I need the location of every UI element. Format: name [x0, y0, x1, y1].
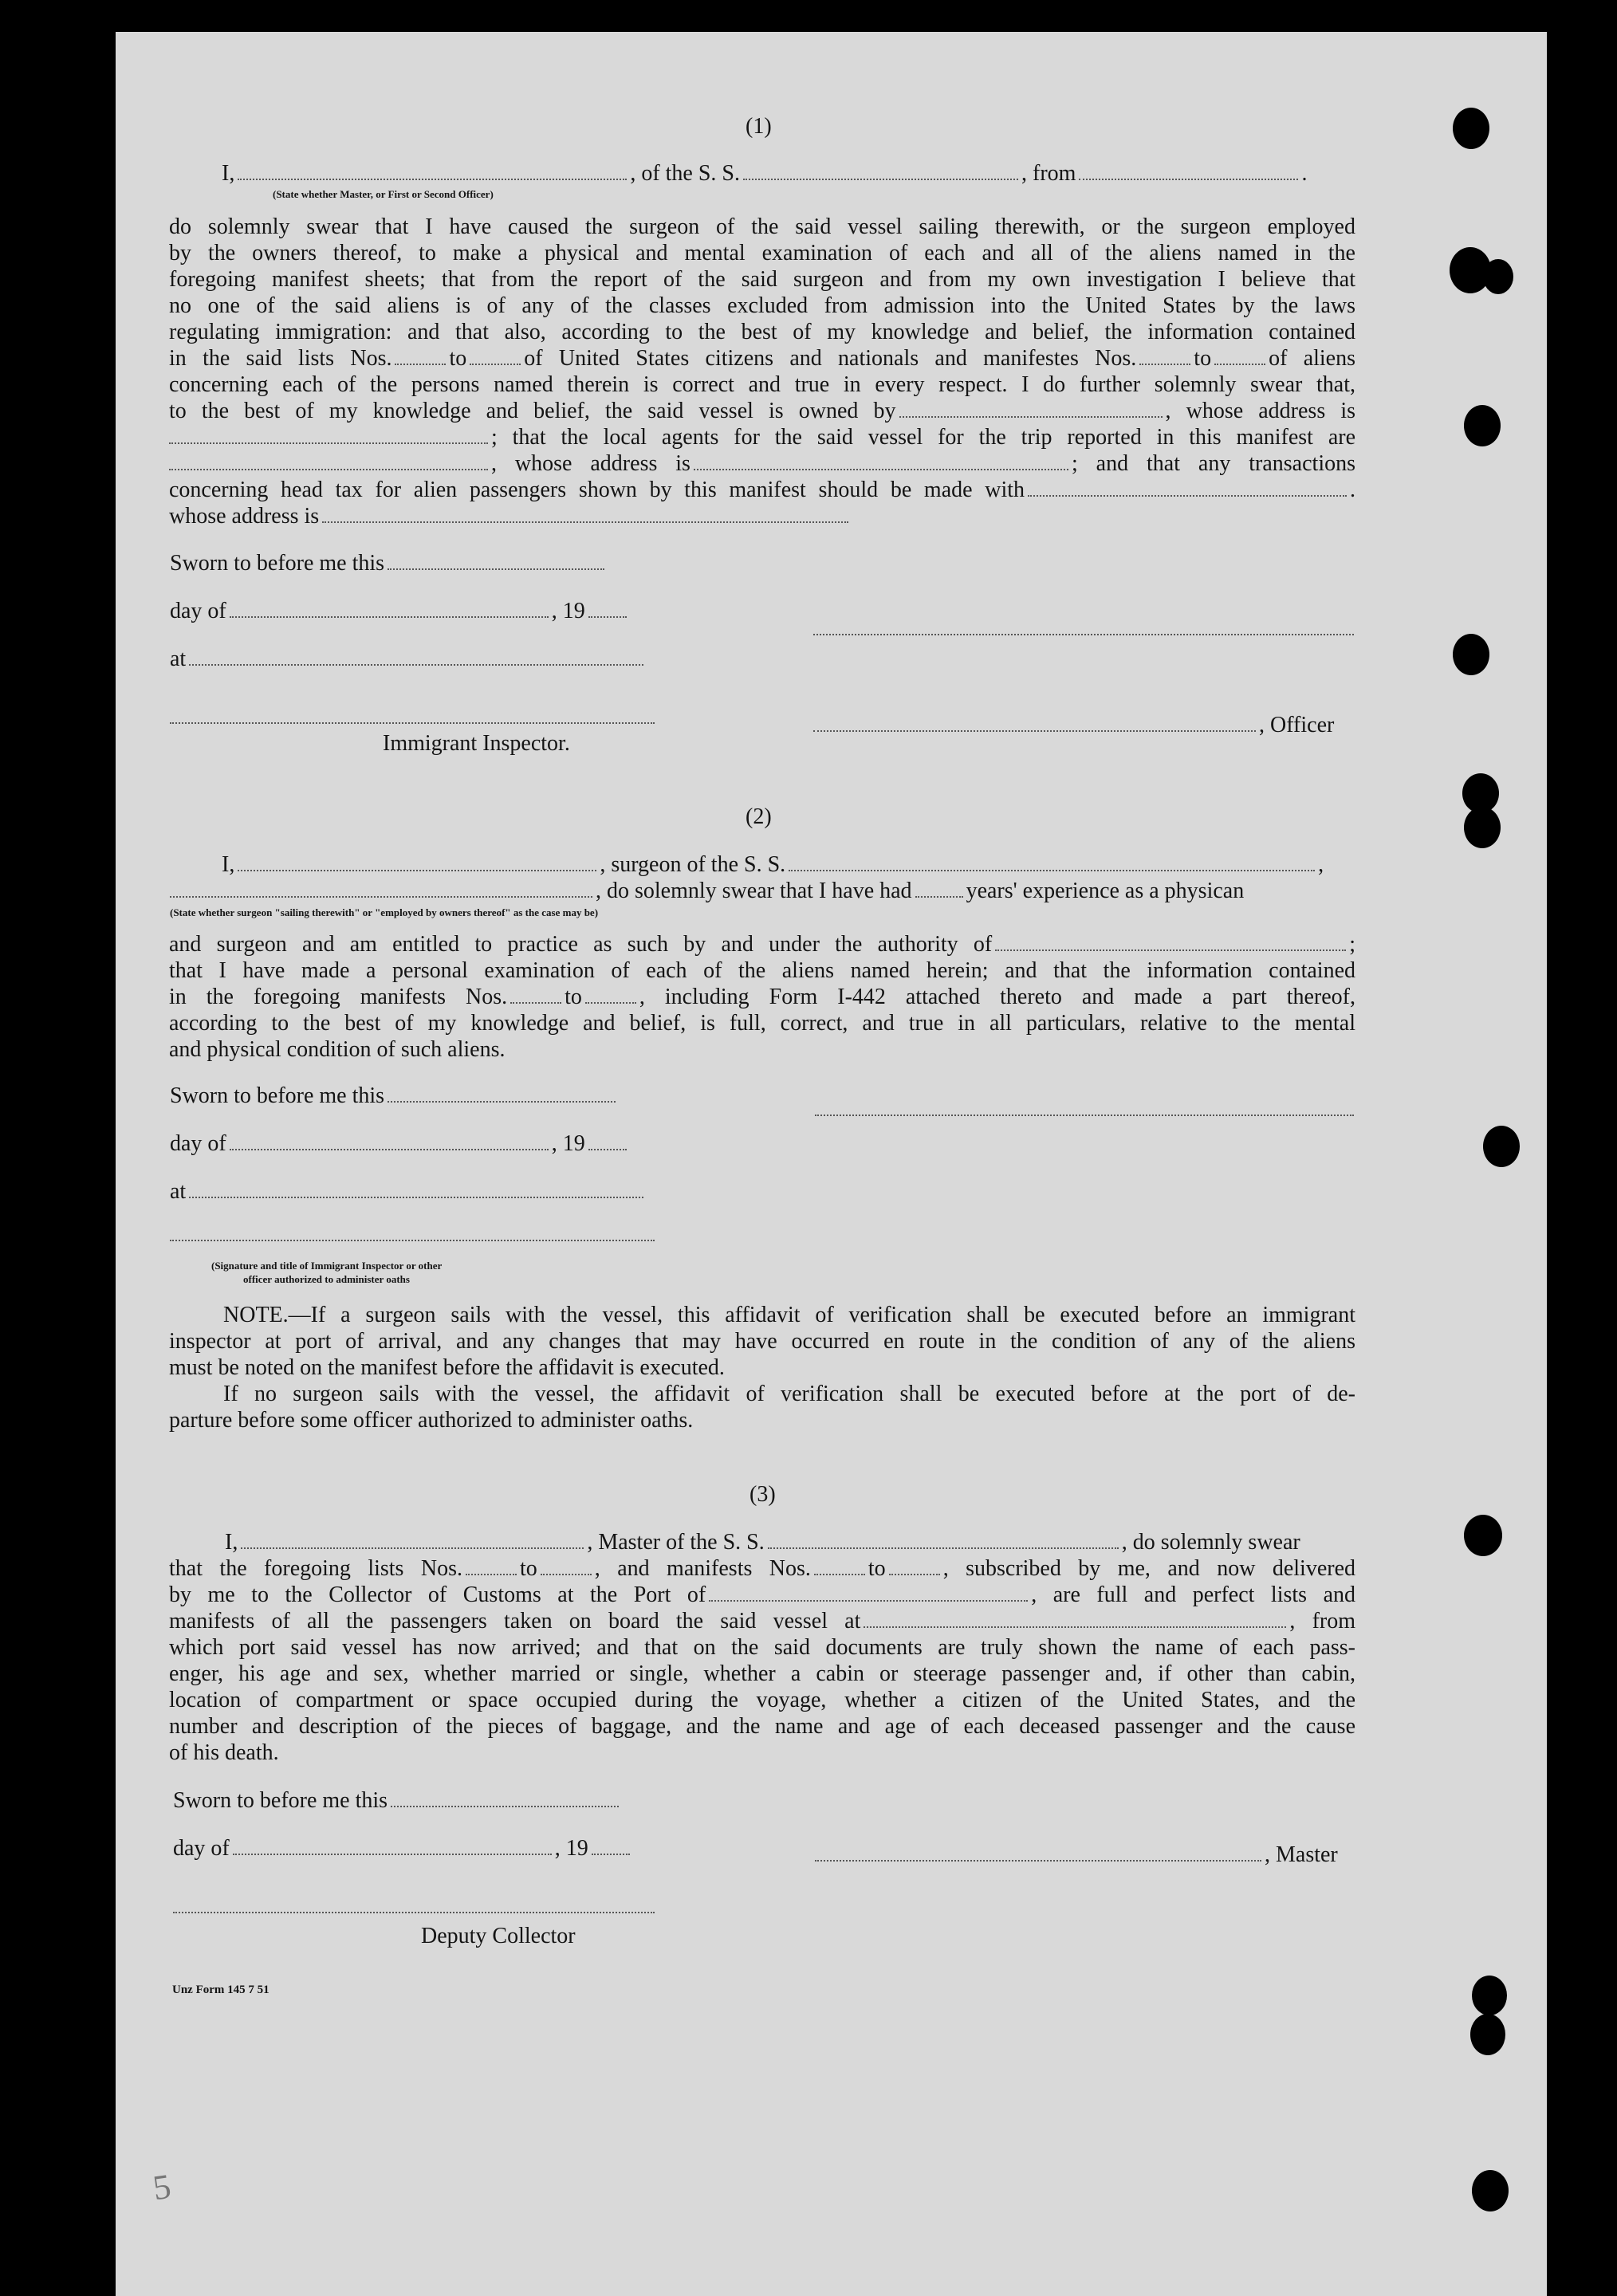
binder-hole — [1464, 405, 1501, 446]
binder-hole — [1483, 259, 1513, 294]
section-1-opening-line: I, , of the S. S. , from . — [222, 161, 1308, 186]
sworn-day-blank[interactable] — [388, 551, 604, 570]
officer-name-blank[interactable] — [238, 161, 627, 180]
alien-manifest-to-blank[interactable] — [1214, 346, 1265, 365]
section-1-day-line: day of , 19 — [170, 598, 630, 624]
section-2-at-line: at — [170, 1178, 647, 1205]
master-manifest-from-blank[interactable] — [814, 1556, 865, 1575]
surgeon-manifest-to-blank[interactable] — [585, 985, 636, 1004]
form-number: Unz Form 145 7 51 — [172, 1983, 270, 1996]
deputy-collector-signature-blank[interactable] — [173, 1912, 655, 1913]
surgeon-note-text: NOTE.—If a surgeon sails with the vessel, this affidavit of verification shall be executed before an immigrant inspector at port of arrival, and any changes that may have occurred en route in the condition of any of the aliens must be noted on the manifest before the affidavit is executed. If no surgeon sails with the vessel, the affidavit of verification shall be executed before at the port of de- parture before some officer authorized to administer oaths. — [169, 1303, 1355, 1433]
citizen-list-to-blank[interactable] — [470, 346, 521, 365]
binder-hole — [1470, 2014, 1505, 2055]
agents-address-blank[interactable] — [694, 451, 1068, 470]
owner-address-blank[interactable] — [169, 425, 488, 444]
port-of-arrival-blank[interactable] — [709, 1582, 1028, 1602]
alien-manifest-from-blank[interactable] — [1139, 346, 1190, 365]
surgeon-status-blank[interactable] — [170, 879, 592, 898]
master-sworn-month-blank[interactable] — [233, 1836, 552, 1855]
section-1-at-line: at — [170, 646, 647, 672]
surgeon-sworn-day-blank[interactable] — [388, 1083, 616, 1103]
section-3-number: (3) — [749, 1482, 776, 1507]
section-1-oath-text: do solemnly swear that I have caused the surgeon of the said vessel sailing therewith, or the surgeon employed by the owners thereof, to make a physical and mental examination of each and all of the aliens named in the foregoing manifest sheets; that from the report of the said surgeon and from my own investigation I believe that no one of the said aliens is of any of the classes excluded from admission into the United States by the laws regulating immigration: and that also, according to the best of my knowledge and belief, the information contained in the said lists Nos. to of United States citizens and nationals and manifestes Nos. to of aliens concerning each of the persons named therein is correct and true in every respect. I do further solemnly swear that, to the best of my knowledge and belief, the said vessel is owned by , whose address is ; that the local agents for the said vessel for the trip reported in this manifest are , whose address is ; and that any transactions concerning head tax for alien passengers shown by this manifest should be made with . whose address is — [169, 214, 1355, 529]
section-3-opening-line: I, , Master of the S. S. , do solemnly swear — [225, 1530, 1300, 1555]
local-agents-blank[interactable] — [169, 451, 488, 470]
binder-hole — [1472, 1976, 1507, 2015]
owner-name-blank[interactable] — [899, 399, 1163, 418]
boarding-port-blank[interactable] — [864, 1609, 1286, 1628]
master-vessel-blank[interactable] — [768, 1530, 1119, 1549]
deputy-collector-label: Deputy Collector — [421, 1924, 576, 1948]
officer-name-signature-blank[interactable] — [813, 713, 1256, 732]
sworn-year-blank[interactable] — [588, 599, 627, 618]
citizen-list-from-blank[interactable] — [395, 346, 446, 365]
from-port-blank[interactable] — [1079, 161, 1298, 180]
surgeon-sworn-year-blank[interactable] — [588, 1131, 627, 1150]
binder-hole — [1472, 2170, 1509, 2211]
master-signature-line: , Master — [815, 1842, 1338, 1868]
surgeon-status-note: (State whether surgeon "sailing therewith" or "employed by owners thereof" as the case may be) — [170, 906, 599, 918]
surgeon-vessel-blank[interactable] — [789, 852, 1315, 871]
vessel-name-blank[interactable] — [743, 161, 1018, 180]
master-signature-blank[interactable] — [815, 1842, 1261, 1862]
years-experience-blank[interactable] — [915, 879, 963, 898]
section-2-opening-line: I, , surgeon of the S. S. , — [222, 852, 1324, 877]
surgeon-sworn-place-blank[interactable] — [189, 1179, 643, 1198]
signature-title-note-1: (Signature and title of Immigrant Inspector or other — [211, 1260, 443, 1272]
officer-rank-note: (State whether Master, or First or Second Officer) — [273, 188, 494, 200]
section-2-sworn-line: Sworn to before me this — [170, 1083, 619, 1109]
section-3-day-line: day of , 19 — [173, 1835, 633, 1862]
master-sworn-year-blank[interactable] — [592, 1836, 630, 1855]
surgeon-manifest-from-blank[interactable] — [510, 985, 561, 1004]
binder-hole — [1453, 108, 1489, 149]
head-tax-contact-blank[interactable] — [1028, 478, 1347, 497]
surgeon-signature-blank[interactable] — [815, 1115, 1354, 1116]
section-3-oath-text: that the foregoing lists Nos. to , and manifests Nos. to , subscribed by me, and now delivered by me to the Collector of Customs at the Port of , are full and perfect lists and manifests of all the passengers taken on board the said vessel at , from which port said vessel has now arrived; and that on the said documents are truly shown the name of each pass- enger, his age and sex, whether married or single, whether a cabin or steerage passenger and, if other than cabin, location of compartment or space occupied during the voyage, whether a citizen of the United States, and the number and description of the pieces of baggage, and the name and age of each deceased passenger and the cause of his death. — [169, 1556, 1355, 1765]
section-2-day-line: day of , 19 — [170, 1130, 630, 1157]
binder-hole — [1453, 634, 1489, 675]
practice-authority-blank[interactable] — [995, 932, 1346, 951]
head-tax-address-blank[interactable] — [322, 504, 848, 523]
immigrant-inspector-label: Immigrant Inspector. — [383, 731, 570, 756]
section-1-sworn-line: Sworn to before me this — [170, 550, 608, 576]
inspector-signature-blank[interactable] — [170, 722, 655, 724]
margin-mark: 5 — [150, 2166, 174, 2208]
master-manifest-to-blank[interactable] — [889, 1556, 940, 1575]
master-list-from-blank[interactable] — [466, 1556, 517, 1575]
master-list-to-blank[interactable] — [541, 1556, 592, 1575]
section-1-number: (1) — [746, 114, 772, 139]
administering-officer-signature-blank[interactable] — [170, 1240, 655, 1241]
binder-hole — [1483, 1126, 1520, 1167]
binder-hole — [1464, 1515, 1502, 1556]
section-2-number: (2) — [746, 804, 772, 829]
sworn-place-blank[interactable] — [189, 647, 643, 666]
section-2-oath-text: and surgeon and am entitled to practice as such by and under the authority of ; that I have made a personal examination of each of the aliens named herein; and that the information contained in the foregoing manifests Nos. to , including Form I-442 attached thereto and made a part thereof, according to the best of my knowledge and belief, is full, correct, and true in all particulars, relative to the mental and physical condition of such aliens. — [169, 932, 1355, 1062]
master-sworn-day-blank[interactable] — [391, 1788, 619, 1807]
master-name-blank[interactable] — [241, 1530, 584, 1549]
section-2-experience-line: , do solemnly swear that I have had years' experience as a physican — [170, 878, 1244, 904]
surgeon-name-blank[interactable] — [238, 852, 596, 871]
signature-title-note-2: officer authorized to administer oaths — [243, 1273, 410, 1285]
sworn-month-blank[interactable] — [230, 599, 549, 618]
section-3-sworn-line: Sworn to before me this — [173, 1787, 622, 1814]
officer-signature-blank[interactable] — [813, 634, 1354, 635]
officer-title-line: , Officer — [813, 712, 1334, 738]
surgeon-sworn-month-blank[interactable] — [230, 1131, 549, 1150]
binder-hole — [1464, 807, 1501, 848]
